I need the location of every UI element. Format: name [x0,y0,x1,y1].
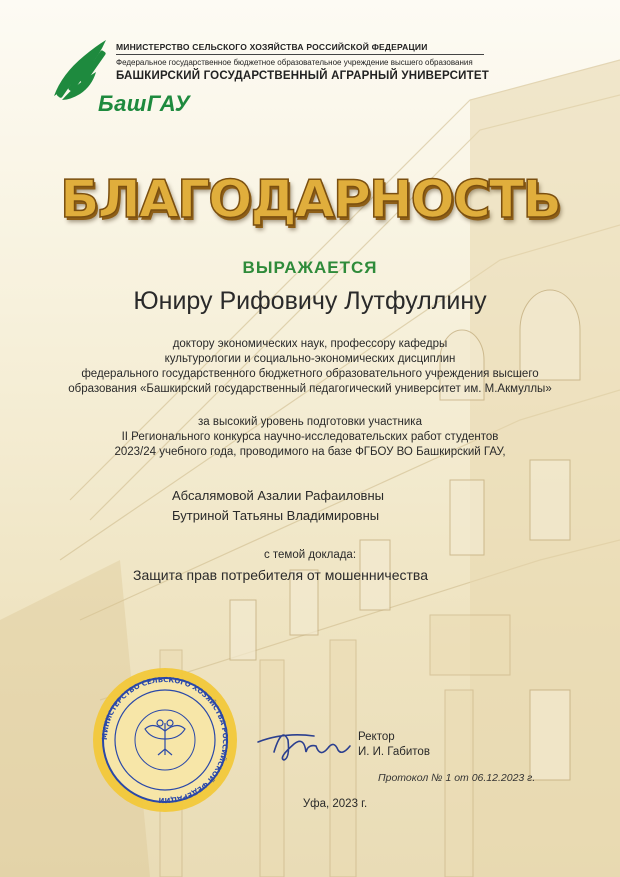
signatory-position: Ректор [358,731,395,743]
recipient-name: Юниру Рифовичу Лутфуллину [133,287,487,315]
description-line: доктору экономических наук, профессору кафедры [172,338,448,350]
description-line: федерального государственного бюджетного образовательного учреждения высшего [81,368,539,380]
recipient-description [0,337,620,397]
university-name: БАШКИРСКИЙ ГОСУДАРСТВЕННЫЙ АГРАРНЫЙ УНИВЕРСИТЕТ [116,70,489,82]
institution-type-text: Федеральное государственное бюджетное образовательное учреждение высшего образования [116,58,473,67]
seal-ring-text: МИНИСТЕРСТВО СЕЛЬСКОГО ХОЗЯЙСТВА РОССИЙСКОЙ ФЕДЕРАЦИИ [100,675,230,805]
topic-label: с темой доклада: [263,549,357,561]
ministry-text: МИНИСТЕРСТВО СЕЛЬСКОГО ХОЗЯЙСТВА РОССИЙСКОЙ ФЕДЕРАЦИИ [116,42,428,52]
description-line: образования «Башкирский государственный педагогический университет им. М.Акмуллы» [68,383,552,395]
header-divider [116,54,484,55]
signatory-block [358,730,430,760]
student-name: Абсалямовой Азалии Рафаиловны [172,488,384,503]
reason-line: за высокий уровень подготовки участника [198,416,422,428]
header [40,30,600,116]
reason-line: 2023/24 учебного года, проводимого на базе ФГБОУ ВО Башкирский ГАУ, [114,446,506,458]
rector-signature [254,722,354,767]
official-seal-stamp [90,665,240,815]
reason-line: II Регионального конкурса научно-исследовательских работ студентов [121,431,499,443]
description-line: культурологии и социально-экономических дисциплин [164,353,456,365]
student-names [172,486,384,526]
student-name: Бутриной Татьяны Владимировны [172,508,380,523]
expressed-label: ВЫРАЖАЕТСЯ [242,258,378,277]
protocol-reference: Протокол № 1 от 06.12.2023 г. [378,772,536,784]
signatory-name: И. И. Габитов [358,746,430,758]
certificate-title: БЛАГОДАРНОСТЬ [59,170,561,230]
reason-text [0,415,620,460]
brand-name: БашГАУ [98,91,191,116]
city-year: Уфа, 2023 г. [302,798,368,810]
report-topic: Защита прав потребителя от мошенничества [133,567,428,583]
